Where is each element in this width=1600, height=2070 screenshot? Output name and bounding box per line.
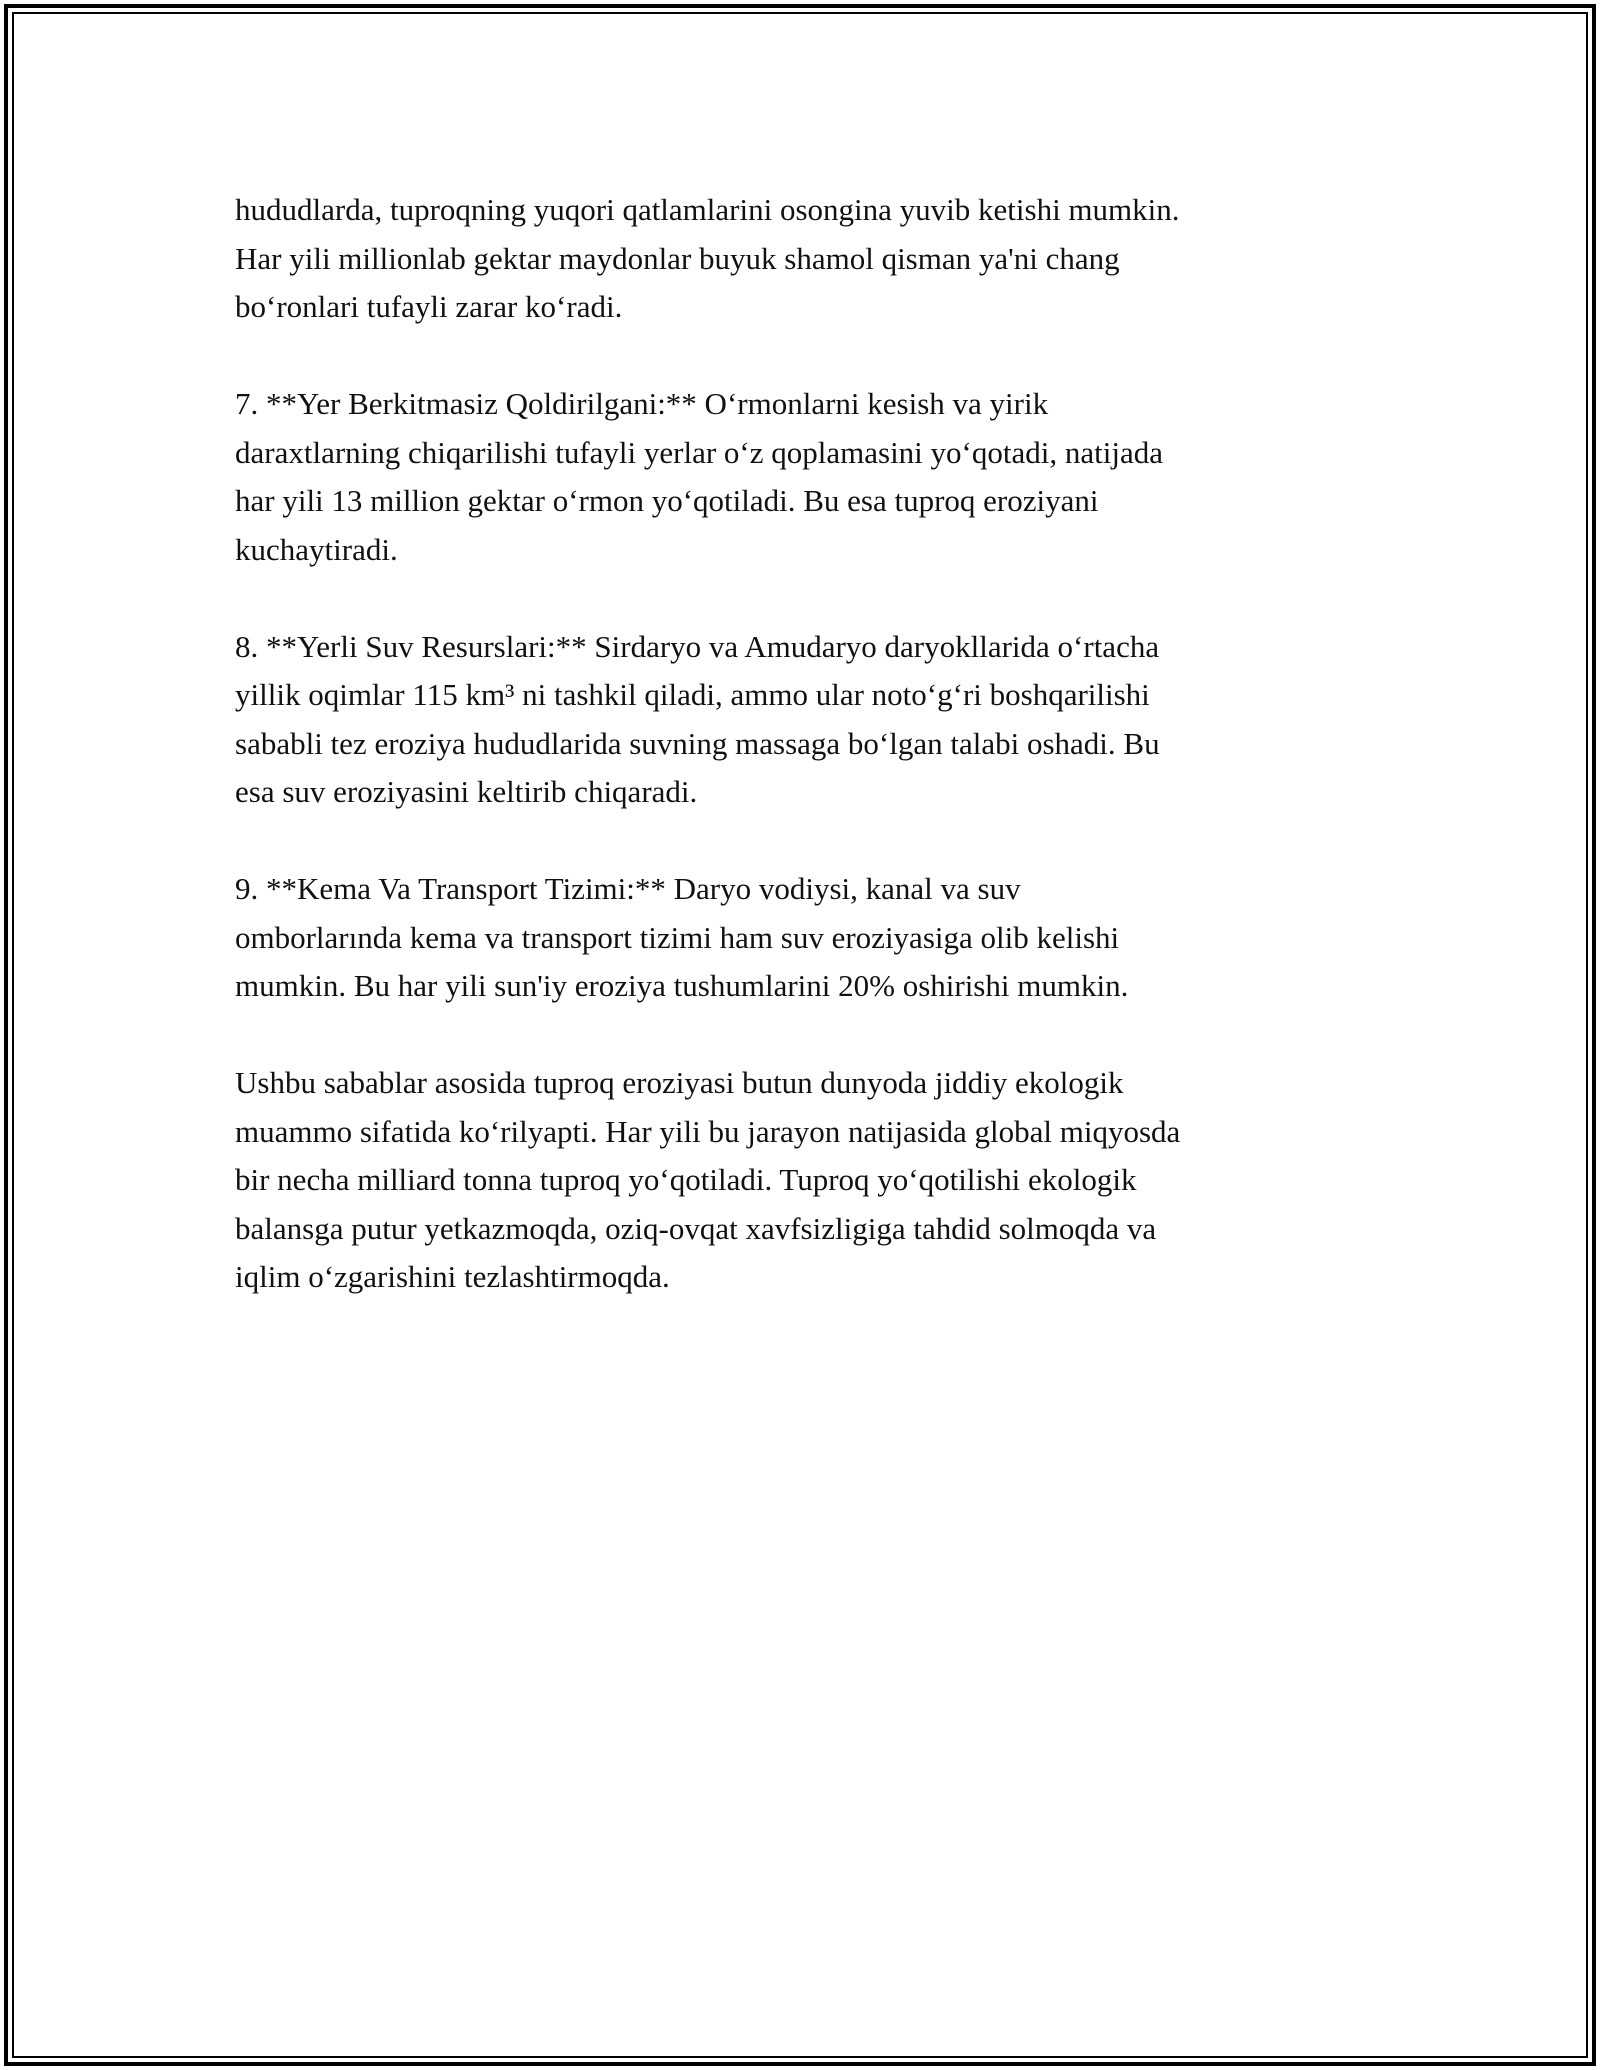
paragraph-conclusion: Ushbu sabablar asosida tuproq eroziyasi butun dunyoda jiddiy ekologik muammo sifatida ko‘rilyapti. Har yili bu jarayon natijasida global miqyosda bir necha milliard tonna tuproq yo‘qotiladi. Tuproq yo‘qotilishi ekologik balansga putur yetkazmoqda, oziq-ovqat xavfsizligiga tahdid solmoqda va iqlim o‘zgarishini tezlashtirmoqda. [235, 1065, 1181, 1294]
paragraph-item-7: 7. **Yer Berkitmasiz Qoldirilgani:** O‘rmonlarni kesish va yirik daraxtlarning chiqarilishi tufayli yerlar o‘z qoplamasini yo‘qotadi, natijada har yili 13 million gektar o‘rmon yo‘qotiladi. Bu esa tuproq eroziyani kuchaytiradi. [235, 386, 1163, 567]
paragraph-item-8: 8. **Yerli Suv Resurslari:** Sirdaryo va Amudaryo daryokllarida o‘rtacha yillik oqimlar 115 km³ ni tashkil qiladi, ammo ular noto‘g‘ri boshqarilishi sababli tez eroziya hududlarida suvning massaga bo‘lgan talabi oshadi. Bu esa suv eroziyasini keltirib chiqaradi. [235, 628, 1160, 809]
paragraph-item-9: 9. **Kema Va Transport Tizimi:** Daryo vodiysi, kanal va suv omborlarında kema va transport tizimi ham suv eroziyasiga olib kelishi mumkin. Bu har yili sun'iy eroziya tushumlarini 20% oshirishi mumkin. [235, 871, 1129, 1003]
paragraph-continuation: hududlarda, tuproqning yuqori qatlamlarini osongina yuvib ketishi mumkin. Har yili millionlab gektar maydonlar buyuk shamol qisman ya'ni chang bo‘ronlari tufayli zarar ko‘radi. [235, 192, 1180, 324]
document-body [235, 186, 1370, 1302]
